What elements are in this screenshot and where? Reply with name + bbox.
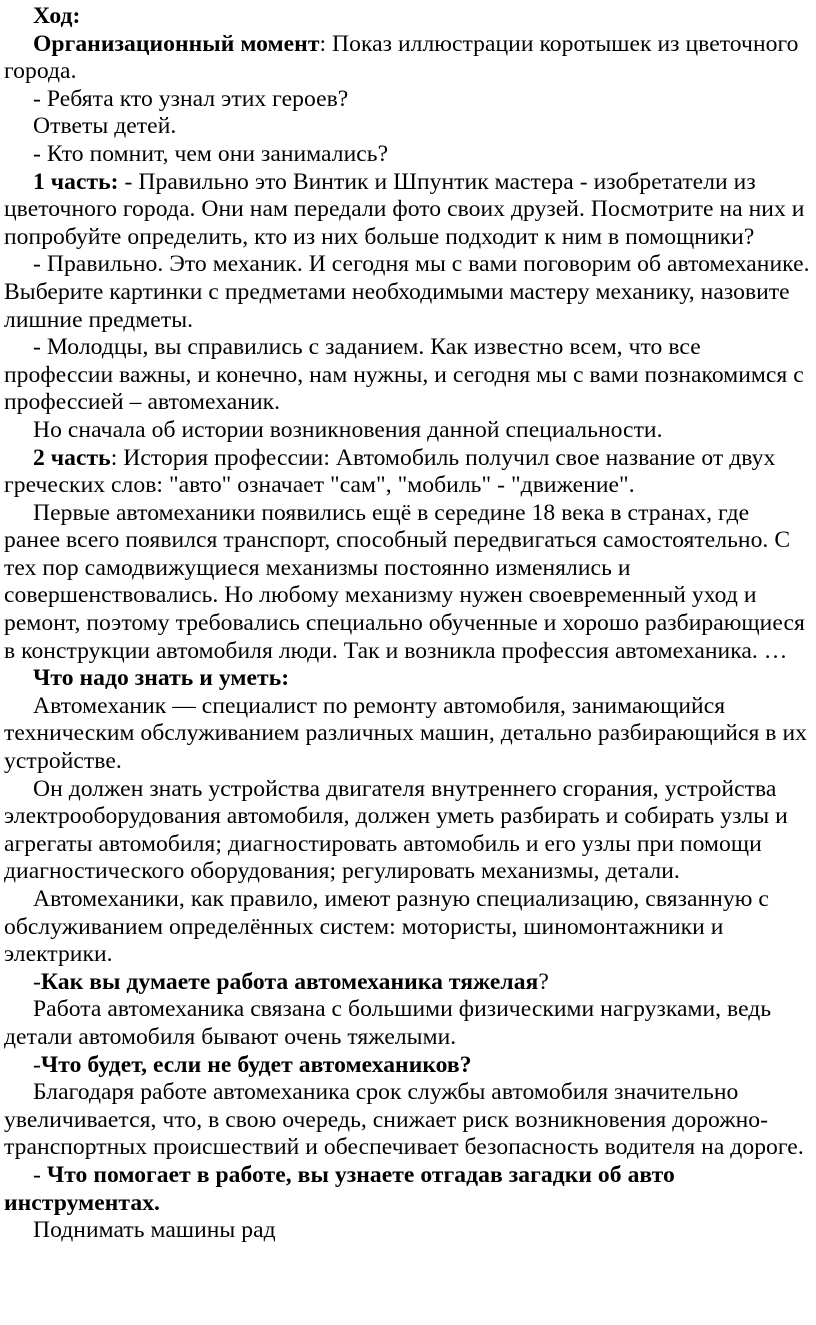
paragraph [4, 86, 810, 114]
bold-text: Как вы думаете работа автомеханика тяжелая [40, 968, 539, 995]
text-run: Первые автомеханики появились ещё в середине 18 века в странах, где ранее всего появился транспорт, способный передвигаться самостоятельно. С тех пор самодвижущиеся механизмы постоянно изменялись и совершенствовались. Но любому механизму нужен своевременный уход и ремонт, поэтому требовались специально обученные и хорошо разбирающиеся в конструкции автомобиля люди. Так и возникла профессия автомеханика. … [4, 499, 805, 664]
text-run: - [33, 1051, 41, 1078]
text-run: - Кто помнит, чем они занимались? [33, 140, 389, 167]
paragraph [4, 31, 810, 86]
paragraph [4, 969, 810, 997]
bold-text: 1 часть: [33, 168, 119, 195]
text-run: - Молодцы, вы справились с заданием. Как известно всем, что все профессии важны, и конечно, нам нужны, и сегодня мы с вами познакомимся с профессией – автомеханик. [4, 334, 804, 416]
text-run: Автомеханик — специалист по ремонту автомобиля, занимающийся техническим обслуживанием различных машин, детально разбирающийся в их устройстве. [4, 692, 807, 775]
paragraph [4, 334, 810, 417]
text-run: Поднимать машины рад [33, 1217, 276, 1244]
paragraph [4, 665, 810, 693]
document-page [0, 3, 816, 1325]
text-run: Но сначала об истории возникновения данной специальности. [33, 416, 663, 443]
paragraph [4, 1217, 810, 1245]
paragraph [4, 1079, 810, 1162]
bold-text: Что помогает в работе, вы узнаете отгадав загадки об авто инструментах. [4, 1161, 675, 1216]
paragraph [4, 141, 810, 169]
text-run: - Правильно. Это механик. И сегодня мы с вами поговорим об автомеханике. Выберите картинки с предметами необходимыми мастеру механику, назовите лишние предметы. [4, 251, 810, 333]
bold-text: Организационный момент [33, 30, 320, 57]
text-run: Ответы детей. [33, 113, 177, 140]
text-run: : Показ иллюстрации коротышек из цветочного города. [4, 30, 799, 85]
paragraph [4, 1052, 810, 1080]
bold-text: Что надо знать и уметь: [33, 665, 290, 692]
text-run: - Правильно это Винтик и Шпунтик мастера - изобретатели из цветочного города. Они нам передали фото своих друзей. Посмотрите на них и попробуйте определить, кто из них больше подходит к ним в помощники? [4, 168, 805, 250]
paragraph [4, 693, 810, 776]
paragraph [4, 776, 810, 886]
paragraph [4, 417, 810, 445]
paragraph [4, 886, 810, 969]
text-run: Работа автомеханика связана с большими физическими нагрузками, ведь детали автомобиля бывают очень тяжелыми. [4, 996, 772, 1050]
paragraph [4, 500, 810, 666]
paragraph [4, 996, 810, 1051]
text-run: - [33, 968, 41, 995]
paragraph [4, 1162, 810, 1217]
text-run: - [33, 1161, 47, 1188]
text-run: Автомеханики, как правило, имеют разную специализацию, связанную с обслуживанием определённых систем: мотористы, шиномонтажники и электрики. [4, 886, 769, 968]
bold-text: Ход: [33, 3, 81, 29]
paragraph [4, 169, 810, 252]
paragraph [4, 113, 810, 141]
text-run: - Ребята кто узнал этих героев? [33, 85, 349, 112]
text-run: ? [538, 968, 549, 995]
text-run: : История профессии: Автомобиль получил свое название от двух греческих слов: "авто" означает "сам", "мобиль" - "движение". [4, 444, 776, 499]
bold-text: 2 часть [33, 444, 111, 471]
paragraph [4, 3, 810, 31]
bold-text: Что будет, если не будет автомехаников? [40, 1051, 472, 1078]
paragraph [4, 251, 810, 334]
text-run: Он должен знать устройства двигателя внутреннего сгорания, устройства электрооборудования автомобиля, должен уметь разбирать и собирать узлы и агрегаты автомобиля; диагностировать автомобиль и его узлы при помощи диагностического оборудования; регулировать механизмы, детали. [4, 775, 788, 885]
text-run: Благодаря работе автомеханика срок службы автомобиля значительно увеличивается, что, в свою очередь, снижает риск возникновения дорожно-транспортных происшествий и обеспечивает безопасность водителя на дороге. [4, 1079, 804, 1161]
paragraph [4, 445, 810, 500]
